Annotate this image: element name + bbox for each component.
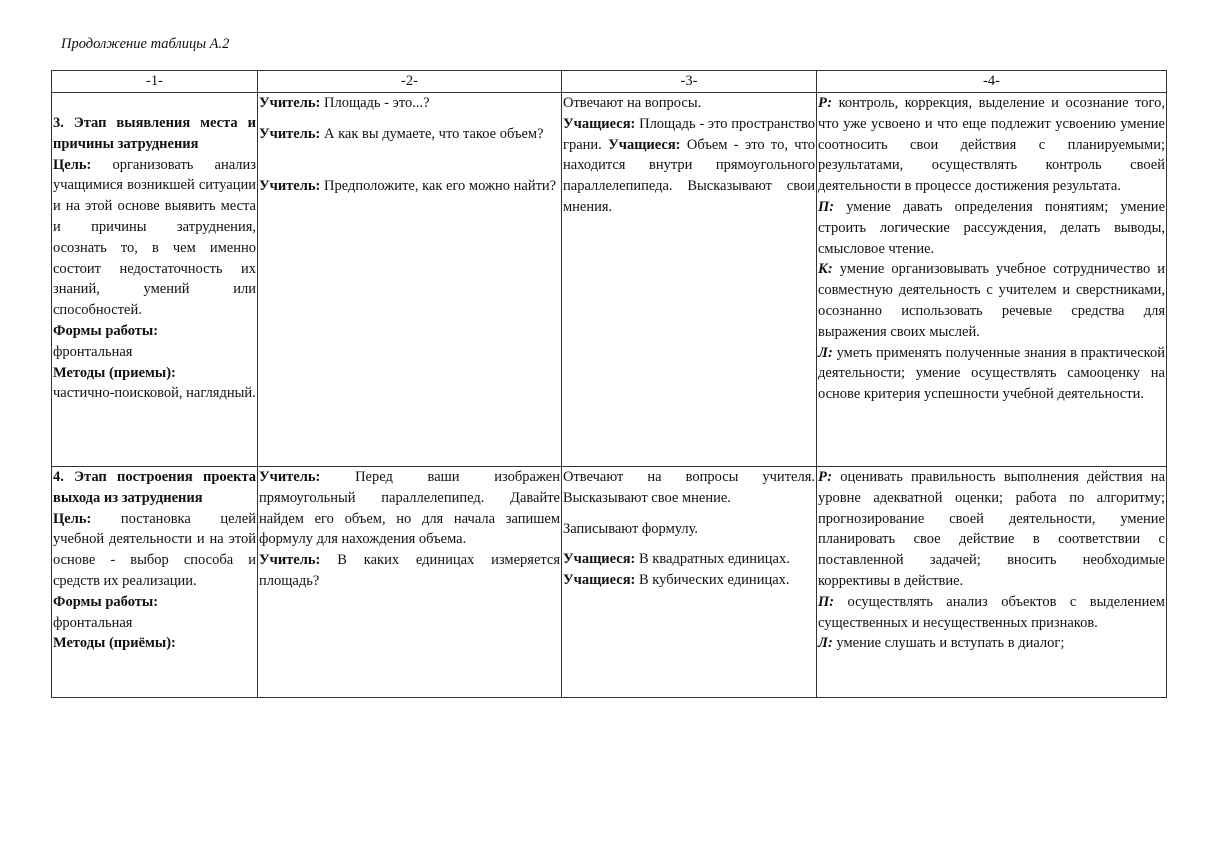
students-cell [562,93,817,467]
teacher-line: В каких единицах измеряется площадь? [259,552,561,589]
header-row [52,71,1167,93]
speaker-label: Учитель: [259,125,321,142]
uud-text: осуществлять анализ объектов с выделением существенных и несущественных признаков. [818,593,1165,631]
students-answer: В кубических единицах. [639,572,790,589]
students-formula: Записывают формулу. [563,520,699,537]
stage-cell [52,93,258,467]
students-answer: Объем - это то, что находится внутри прямоугольного параллелепипеда. Высказывают свои мнения. [563,136,815,215]
uud-label: П: [818,593,835,610]
speaker-label: Учитель: [259,177,321,194]
students-intro: Отвечают на вопросы. [563,95,702,111]
teacher-line: А как вы думаете, что такое объем? [324,125,544,142]
goal-label: Цель: [53,510,92,527]
speaker-label: Учитель: [259,552,321,569]
speaker-label: Учитель: [259,469,321,485]
uud-text: оценивать правильность выполнения действия на уровне адекватной оценки; работа по алгоритму; прогнозирование своей деятельности, умение планировать свое действие в соответствии с поставленной задачей; вносить необходимые коррективы в действие. [818,469,1165,589]
teacher-line: Предположите, как его можно найти? [324,177,557,194]
uud-cell [817,93,1167,467]
teacher-cell [258,467,562,698]
header-col-1: -1- [52,71,258,93]
lesson-table [51,70,1167,698]
goal-text: постановка целей учебной деятельности и на этой основе - выбор способа и средств их реализации. [53,510,256,589]
table-caption: Продолжение таблицы А.2 [61,36,230,52]
stage-title: 4. Этап построения проекта выхода из затруднения [53,469,256,506]
header-col-3: -3- [562,71,817,93]
students-intro: Отвечают на вопросы учителя. Высказывают свое мнение. [563,469,815,506]
students-answer: В квадратных единицах. [639,551,790,568]
uud-label: Р: [818,469,833,485]
uud-cell [817,467,1167,698]
goal-label: Цель: [53,156,92,173]
goal-text: организовать анализ учащимися возникшей ситуации и на этой основе выявить места и причины затруднения, осознать то, в чем именно состоит недостаточность их знаний, умений или способностей. [53,156,256,319]
stage-title: 3. Этап выявления места и причины затруднения [53,115,256,152]
header-col-2: -2- [258,71,562,93]
speaker-label: Учитель: [259,95,321,111]
uud-label: Л: [818,344,833,361]
teacher-line: Площадь - это...? [324,95,430,111]
teacher-cell [258,93,562,467]
forms-label: Формы работы: [53,322,159,339]
table-row [52,467,1167,698]
stage-cell [52,467,258,698]
students-label: Учащиеся: [608,136,681,153]
uud-text: уметь применять полученные знания в практической деятельности; умение осуществлять самооценку на основе критерия успешности учебной деятельности. [818,344,1166,403]
uud-text: умение организовывать учебное сотрудничество и совместную деятельность с учителем и сверстниками, осознанно использовать речевые средства для выражения своих мыслей. [818,261,1166,340]
uud-text: контроль, коррекция, выделение и осознание того, что уже усвоено и что еще подлежит усвоению умение соотносить свои действия с планируемыми; результатами, осуществлять контроль своей деятельности в процессе достижения результата. [818,95,1165,195]
students-label: Учащиеся: [563,572,636,589]
students-label: Учащиеся: [563,115,636,132]
methods-label: Методы (приёмы): [53,635,176,652]
teacher-line: Перед ваши изображен прямоугольный параллелепипед. Давайте найдем его объем, но для начала запишем формулу для нахождения объема. [259,469,560,548]
header-col-4: -4- [817,71,1167,93]
uud-text: умение слушать и вступать в диалог; [836,635,1065,652]
uud-label: П: [818,198,835,215]
methods-label: Методы (приемы): [53,364,176,381]
methods-text: частично-поисковой, наглядный. [53,385,256,402]
forms-text: фронтальная [53,343,133,360]
uud-label: Р: [818,95,833,111]
table-row [52,93,1167,467]
students-label: Учащиеся: [563,551,636,568]
students-cell [562,467,817,698]
uud-text: умение давать определения понятиям; умение строить логические рассуждения, делать выводы, смысловое чтение. [818,198,1166,257]
forms-text: фронтальная [53,614,133,631]
students-answer: Площадь - это пространство грани. [563,115,815,153]
forms-label: Формы работы: [53,593,159,610]
uud-label: Л: [818,635,833,652]
uud-label: К: [818,261,833,278]
